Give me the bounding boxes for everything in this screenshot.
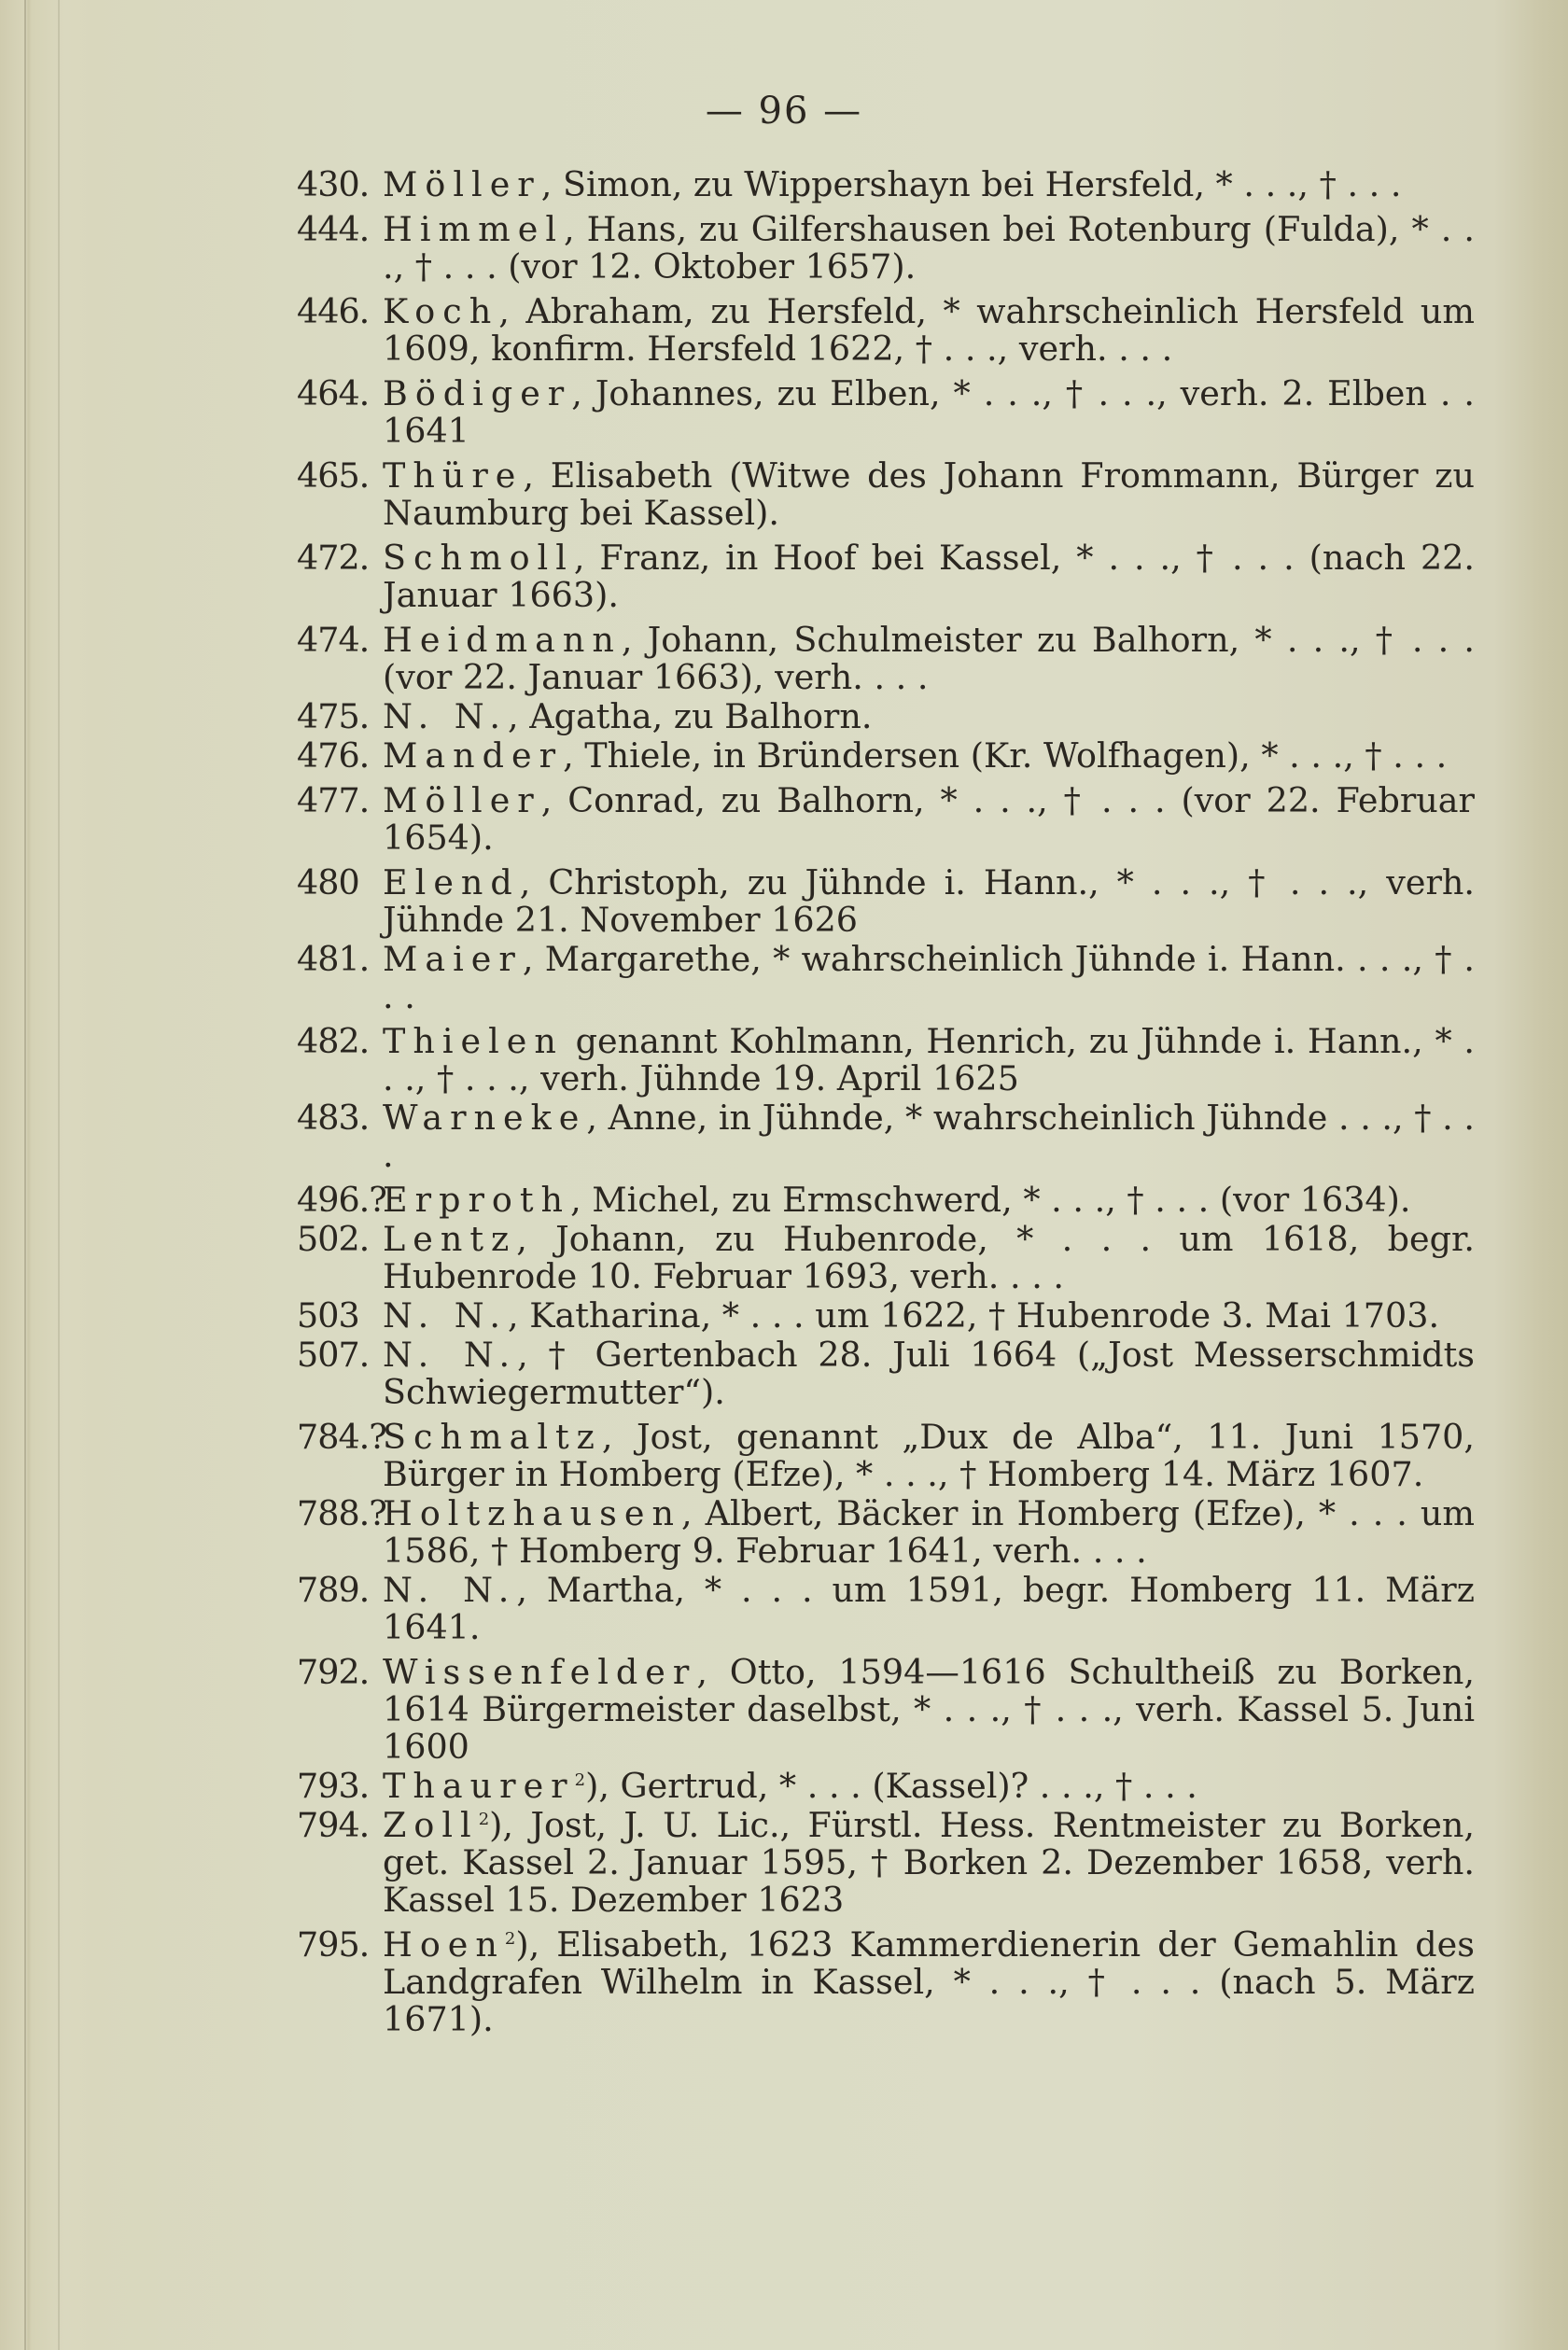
entry-number: 496.? (297, 1180, 386, 1220)
entry-number: 446. (297, 291, 370, 331)
entry-details: , Albert, Bäcker in Homberg (Efze), * . . . um 1586, † Homberg 9. Februar 1641, verh. . . . (383, 1493, 1475, 1571)
surname: Thaurer (383, 1766, 575, 1806)
entry-details: genannt Kohlmann, Henrich, zu Jühnde i. Hann., * . . ., † . . ., verh. Jühnde 19. April 1625 (383, 1021, 1475, 1098)
entry-details: , Simon, zu Wippershayn bei Hersfeld, * . . ., † . . . (540, 164, 1402, 204)
entry-details: , Jost, genannt „Dux de Alba“, 11. Juni 1570, Bürger in Homberg (Efze), * . . ., † Homberg 14. März 1607. (383, 1417, 1475, 1494)
entry-details: ), Elisabeth, 1623 Kammerdienerin der Gemahlin des Landgrafen Wilhelm in Kassel, * . . ., † . . . (nach 5. März 1671). (383, 1924, 1475, 2039)
entry-details: , Otto, 1594—1616 Schultheiß zu Borken, 1614 Bürgermeister daselbst, * . . ., † . . ., verh. Kassel 5. Juni 1600 (383, 1652, 1475, 1767)
entry-789 (297, 1572, 1475, 1646)
entry-details: , Elisabeth (Witwe des Johann Frommann, Bürger zu Naumburg bei Kassel). (383, 455, 1475, 533)
entry-details: , Martha, * . . . um 1591, begr. Homberg 11. März 1641. (383, 1570, 1475, 1647)
entry-482 (297, 1023, 1475, 1098)
footnote-marker: 2 (504, 1928, 516, 1949)
surname: Thielen (383, 1021, 564, 1061)
surname: Lentz (383, 1219, 517, 1259)
page-number: — 96 — (705, 90, 863, 133)
entry-number: 480 (297, 862, 359, 902)
entry-472 (297, 539, 1475, 614)
entry-507 (297, 1336, 1475, 1411)
entry-483 (297, 1099, 1475, 1174)
entry-430 (297, 166, 1475, 203)
entry-number: 430. (297, 164, 370, 204)
entry-480 (297, 864, 1475, 939)
surname: Thüre (383, 455, 524, 496)
entry-496 (297, 1182, 1475, 1219)
entry-number: 794. (297, 1805, 370, 1845)
genealogy-list (297, 166, 1475, 2046)
entry-details: , Christoph, zu Jühnde i. Hann., * . . ., † . . ., verh. Jühnde 21. November 1626 (383, 862, 1475, 940)
surname: Schmoll (383, 538, 574, 578)
entry-number: 465. (297, 455, 370, 496)
entry-784 (297, 1419, 1475, 1493)
surname: N. N. (383, 696, 509, 736)
footnote-marker: 2 (478, 1809, 490, 1829)
surname: Mander (383, 735, 564, 776)
entry-793 (297, 1768, 1475, 1805)
entry-number: 482. (297, 1021, 370, 1061)
entry-number: 483. (297, 1098, 370, 1138)
entry-number: 788.? (297, 1493, 386, 1533)
entry-number: 477. (297, 780, 370, 820)
entry-details: , Johann, Schulmeister zu Balhorn, * . . ., † . . . (vor 22. Januar 1663), verh. . . . (383, 620, 1475, 697)
entry-details: , Margarethe, * wahrscheinlich Jühnde i. Hann. . . ., † . . . (383, 939, 1475, 1016)
binding-edge-inner (58, 0, 60, 2350)
entry-number: 476. (297, 735, 370, 776)
binding-edge (24, 0, 26, 2350)
entry-number: 474. (297, 620, 370, 660)
surname: Möller (383, 164, 541, 204)
surname: Heidmann (383, 620, 622, 660)
entry-details: ), Jost, J. U. Lic., Fürstl. Hess. Rentmeister zu Borken, get. Kassel 2. Januar 1595, † Borken 2. Dezember 1658, verh. Kassel 15. Dezember 1623 (383, 1805, 1475, 1920)
entry-477 (297, 782, 1475, 857)
surname: Warneke (383, 1098, 587, 1138)
entry-number: 789. (297, 1570, 370, 1610)
entry-number: 784.? (297, 1417, 386, 1457)
entry-details: , Thiele, in Bründersen (Kr. Wolfhagen), * . . ., † . . . (563, 735, 1448, 776)
surname: Holtzhausen (383, 1493, 681, 1533)
entry-details: , Michel, zu Ermschwerd, * . . ., † . . . (vor 1634). (570, 1180, 1411, 1220)
entry-number: 502. (297, 1219, 370, 1259)
surname: Himmel (383, 209, 564, 249)
surname: Koch (383, 291, 499, 331)
surname: N. N. (383, 1335, 518, 1375)
entry-details: , Anne, in Jühnde, * wahrscheinlich Jühnde . . ., † . . . (383, 1098, 1475, 1175)
entry-details: , Franz, in Hoof bei Kassel, * . . ., † . . . (nach 22. Januar 1663). (383, 538, 1475, 615)
entry-details: , Johannes, zu Elben, * . . ., † . . ., verh. 2. Elben . . 1641 (383, 373, 1475, 451)
entry-number: 472. (297, 538, 370, 578)
entry-444 (297, 211, 1475, 286)
entry-details: , Hans, zu Gilfershausen bei Rotenburg (Fulda), * . . ., † . . . (vor 12. Oktober 1657). (383, 209, 1475, 287)
entry-474 (297, 622, 1475, 696)
entry-number: 464. (297, 373, 370, 413)
surname: Zoll (383, 1805, 479, 1845)
entry-475 (297, 698, 1475, 735)
entry-details: , Agatha, zu Balhorn. (508, 696, 873, 736)
entry-number: 792. (297, 1652, 370, 1692)
entry-number: 444. (297, 209, 370, 249)
entry-number: 507. (297, 1335, 370, 1375)
entry-details: , Abraham, zu Hersfeld, * wahrscheinlich Hersfeld um 1609, konfirm. Hersfeld 1622, † . . ., verh. . . . (383, 291, 1475, 369)
entry-number: 503 (297, 1295, 359, 1336)
footnote-marker: 2 (574, 1769, 586, 1790)
surname: Möller (383, 780, 541, 820)
entry-464 (297, 375, 1475, 450)
surname: N. N. (383, 1570, 517, 1610)
entry-476 (297, 737, 1475, 775)
entry-number: 793. (297, 1766, 370, 1806)
entry-details: , † Gertenbach 28. Juli 1664 („Jost Messerschmidts Schwiegermutter“). (383, 1335, 1476, 1412)
entry-number: 481. (297, 939, 370, 979)
entry-465 (297, 457, 1475, 532)
entry-503 (297, 1297, 1475, 1335)
surname: Schmaltz (383, 1417, 602, 1457)
entry-details: , Conrad, zu Balhorn, * . . ., † . . . (vor 22. Februar 1654). (383, 780, 1475, 858)
entry-792 (297, 1654, 1475, 1766)
surname: N. N. (383, 1295, 509, 1336)
entry-481 (297, 941, 1475, 1015)
entry-502 (297, 1221, 1475, 1295)
surname: Maier (383, 939, 523, 979)
surname: Bödiger (383, 373, 572, 413)
entry-details: ), Gertrud, * . . . (Kassel)? . . ., † . . . (585, 1766, 1197, 1806)
entry-446 (297, 293, 1475, 368)
entry-details: , Katharina, * . . . um 1622, † Hubenrode 3. Mai 1703. (508, 1295, 1440, 1336)
surname: Erproth (383, 1180, 571, 1220)
entry-number: 795. (297, 1924, 370, 1965)
entry-794 (297, 1807, 1475, 1919)
entry-number: 475. (297, 696, 370, 736)
surname: Hoen (383, 1924, 505, 1965)
entry-795 (297, 1926, 1475, 2038)
surname: Wissenfelder (383, 1652, 697, 1692)
entry-details: , Johann, zu Hubenrode, * . . . um 1618, begr. Hubenrode 10. Februar 1693, verh. . . . (383, 1219, 1475, 1296)
entry-788 (297, 1495, 1475, 1570)
surname: Elend (383, 862, 520, 902)
